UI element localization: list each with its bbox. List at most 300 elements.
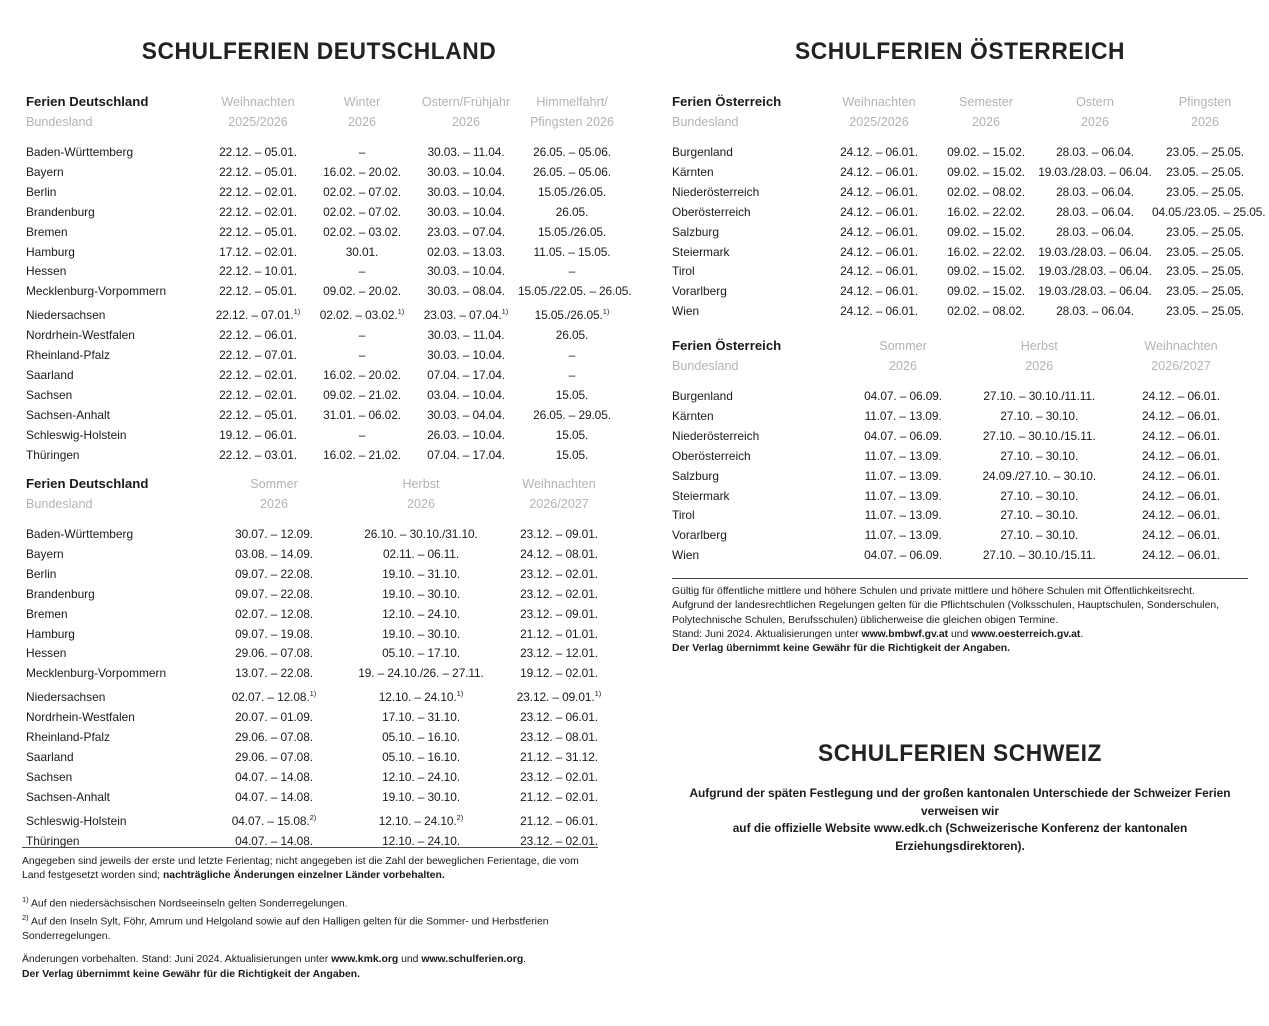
cell-dates-1: 11.07. – 13.09. — [864, 408, 942, 423]
notes-germany-intro — [22, 855, 600, 884]
table-row — [26, 708, 618, 728]
cell-dates-1: 29.06. – 07.08. — [235, 730, 313, 745]
cell-state-name: Bremen — [26, 224, 68, 239]
table-row — [26, 203, 626, 223]
cell-dates-2: 05.10. – 17.10. — [382, 646, 460, 661]
cell-dates-2: 09.02. – 15.02. — [947, 224, 1025, 239]
cell-dates-3: 23.12. – 02.01. — [520, 566, 598, 581]
cell-dates-4: 15.05. — [555, 387, 589, 402]
table-row — [26, 143, 626, 163]
notes-austria-line1: Gültig für öffentliche mittlere und höhere Schulen und private mittlere und höhere Schulen mit Öffentlichkeitsrecht. — [672, 586, 1195, 597]
table-row — [26, 366, 626, 386]
cell-state-name: Schleswig-Holstein — [26, 813, 127, 828]
cell-state-name: Niederösterreich — [672, 184, 760, 199]
cell-dates-4: – — [568, 348, 576, 363]
footnote-marker: 1) — [456, 689, 464, 699]
cell-dates-4: 15.05./26.05.$^{1)}$ — [534, 307, 610, 323]
table-row — [672, 163, 1258, 183]
cell-dates-1: 22.12. – 07.01.$^{1)}$ — [215, 307, 301, 323]
cell-dates-3: 24.12. – 08.01. — [520, 546, 598, 561]
cell-dates-3: 23.12. – 02.01. — [520, 769, 598, 784]
cell-dates-2: 02.02. – 03.02. — [323, 224, 401, 239]
table-header-row-primary — [26, 474, 618, 494]
cell-dates-1: 24.12. – 06.01. — [840, 284, 918, 299]
cell-dates-2: 30.01. — [345, 244, 379, 259]
cell-state-name: Sachsen — [26, 769, 73, 784]
table-spacer-row — [26, 132, 626, 143]
switzerland-note — [672, 785, 1248, 855]
cell-dates-1: 22.12. – 07.01. — [219, 348, 297, 363]
notes-intro-text: Angegeben sind jeweils der erste und letzte Ferientag; nicht angegeben ist die Zahl der beweglichen Ferientage, die vom Land festgesetzt worden sind; — [22, 856, 579, 882]
cell-dates-3: 24.12. – 06.01. — [1142, 389, 1220, 403]
column-header-state-title: Ferien Deutschland — [26, 476, 149, 491]
cell-dates-3: 07.04. – 17.04. — [427, 447, 505, 462]
cell-state-name: Vorarlberg — [672, 284, 727, 299]
cell-dates-1: 04.07. – 06.09. — [864, 428, 942, 443]
cell-dates-3: 28.03. – 06.04. — [1056, 304, 1134, 319]
cell-dates-2: – — [358, 145, 366, 159]
austria-title-wrap — [672, 38, 1248, 66]
column-header-name-3: Ostern — [1076, 95, 1114, 109]
cell-dates-2: 16.02. – 21.02. — [323, 447, 401, 462]
table-row — [26, 525, 618, 545]
cell-dates-2: 16.02. – 20.02. — [323, 367, 401, 382]
table-row — [26, 426, 626, 446]
cell-dates-4: 26.05. — [555, 328, 589, 343]
footnote-marker: 2) — [309, 812, 317, 822]
table-row — [672, 183, 1258, 203]
cell-dates-3: 30.03. – 08.04. — [427, 284, 505, 299]
table-row — [26, 163, 626, 183]
cell-state-name: Brandenburg — [26, 204, 95, 219]
column-header-state-title: Ferien Österreich — [672, 94, 782, 109]
column-header-name-4: Pfingsten — [1178, 95, 1232, 109]
divider-germany-notes — [22, 847, 598, 848]
cell-dates-4: 23.05. – 25.05. — [1166, 145, 1244, 159]
cell-state-name: Brandenburg — [26, 586, 95, 601]
switzerland-title-wrap — [672, 740, 1248, 768]
switzerland-note-line2: auf die offizielle Website www.edk.ch (Schweizerische Konferenz der kantonalen Erziehungsdirektoren). — [732, 821, 1188, 853]
cell-dates-4: – — [568, 367, 576, 382]
spacer-cell — [672, 376, 1248, 387]
cell-state-name: Bayern — [26, 546, 64, 561]
column-header-year-1: 2025/2026 — [228, 115, 288, 129]
footnote-marker: 1) — [594, 689, 602, 699]
cell-dates-2: 19. – 24.10./26. – 27.11. — [358, 666, 484, 681]
table-austria-summer — [672, 336, 1248, 566]
cell-state-name: Niedersachsen — [26, 690, 106, 705]
link-oesterreich[interactable]: www.oesterreich.gv.at — [971, 628, 1081, 640]
column-header-name-2: Semester — [959, 95, 1013, 109]
cell-dates-2: 09.02. – 15.02. — [947, 284, 1025, 299]
cell-state-name: Nordrhein-Westfalen — [26, 710, 135, 725]
notes-germany-stand — [22, 953, 600, 967]
cell-dates-3: 21.12. – 01.01. — [520, 626, 598, 641]
spacer-cell — [672, 132, 1258, 143]
cell-state-name: Thüringen — [26, 447, 80, 462]
page-title-switzerland: SCHULFERIEN SCHWEIZ — [817, 740, 1103, 767]
table-row — [26, 728, 618, 748]
notes-austria-line2: Aufgrund der landesrechtlichen Regelungen gelten für die Pflichtschulen (Volksschulen, Hauptschulen, Sonderschulen, Polytechnische Schulen, Berufsschulen) üblicherweise die gleichen obigen Termine. — [672, 600, 1220, 626]
cell-state-name: Salzburg — [672, 468, 719, 483]
disclaimer-text: Der Verlag übernimmt keine Gewähr für die Richtigkeit der Angaben. — [22, 968, 360, 980]
table-header-row-primary — [26, 92, 626, 112]
cell-dates-2: 09.02. – 20.02. — [323, 284, 401, 299]
footnote-marker: 2) — [456, 812, 464, 822]
column-header-year-2: 2026 — [347, 115, 377, 129]
cell-dates-2: 19.10. – 30.10. — [382, 586, 460, 601]
cell-dates-4: 11.05. – 15.05. — [533, 244, 611, 259]
cell-dates-4: 26.05. — [555, 204, 589, 219]
cell-dates-3: 24.12. – 06.01. — [1142, 508, 1220, 523]
table-row — [672, 447, 1248, 467]
cell-dates-3: 19.12. – 02.01. — [520, 666, 598, 681]
cell-state-name: Burgenland — [672, 389, 733, 403]
cell-dates-1: 22.12. – 02.01. — [219, 367, 297, 382]
cell-dates-2: 27.10. – 30.10./11.11. — [983, 389, 1096, 403]
cell-dates-1: 24.12. – 06.01. — [840, 304, 918, 319]
column-header-state-sub: Bundesland — [672, 359, 739, 373]
disclaimer-text: Der Verlag übernimmt keine Gewähr für die Richtigkeit der Angaben. — [672, 643, 1010, 655]
link-kmk[interactable]: www.kmk.org — [331, 954, 399, 966]
page-title-austria: SCHULFERIEN ÖSTERREICH — [794, 38, 1126, 65]
spacer — [22, 944, 600, 953]
column-header-year-4: 2026 — [1190, 115, 1220, 129]
cell-dates-3: 23.12. – 08.01. — [520, 730, 598, 745]
table-row — [26, 788, 618, 808]
cell-dates-3: 23.12. – 02.01. — [520, 833, 598, 848]
cell-dates-2: 17.10. – 31.10. — [382, 710, 460, 725]
column-header-state-sub: Bundesland — [26, 497, 93, 511]
table-body — [26, 132, 632, 465]
cell-state-name: Mecklenburg-Vorpommern — [26, 666, 167, 681]
cell-dates-1: 04.07. – 06.09. — [864, 389, 942, 403]
cell-state-name: Steiermark — [672, 488, 730, 503]
cell-dates-4: 15.05./26.05. — [537, 184, 607, 199]
notes-germany — [22, 855, 600, 982]
cell-dates-1: 24.12. – 06.01. — [840, 264, 918, 279]
footnote-marker: 1) — [501, 307, 509, 317]
table-austria-summer-wrap — [672, 336, 1248, 566]
cell-dates-2: 09.02. – 15.02. — [947, 145, 1025, 159]
cell-dates-2: 02.02. – 07.02. — [323, 204, 401, 219]
cell-dates-1: 09.07. – 19.08. — [235, 626, 313, 641]
column-header-state-sub: Bundesland — [26, 115, 93, 129]
cell-dates-3: 23.12. – 12.01. — [520, 646, 598, 661]
cell-dates-1: 04.07. – 14.08. — [235, 789, 313, 804]
table-header-row-secondary — [26, 494, 618, 514]
table-row — [26, 346, 626, 366]
cell-dates-4: 26.05. – 29.05. — [533, 407, 611, 422]
cell-dates-1: 22.12. – 02.01. — [219, 204, 297, 219]
table-germany-summer — [26, 474, 618, 851]
cell-state-name: Steiermark — [672, 244, 730, 259]
cell-dates-3: 24.12. – 06.01. — [1142, 488, 1220, 503]
cell-dates-2: 05.10. – 16.10. — [382, 749, 460, 764]
table-row — [672, 243, 1258, 263]
cell-state-name: Berlin — [26, 566, 57, 581]
cell-state-name: Hamburg — [26, 626, 75, 641]
table-row — [26, 183, 626, 203]
cell-state-name: Rheinland-Pfalz — [26, 730, 110, 745]
table-row — [26, 326, 626, 346]
column-header-year-3: 2026 — [451, 115, 481, 129]
table-row — [26, 748, 618, 768]
cell-dates-2: – — [358, 264, 366, 279]
cell-dates-3: 21.12. – 06.01. — [520, 813, 598, 828]
cell-state-name: Niedersachsen — [26, 308, 106, 323]
cell-state-name: Kärnten — [672, 164, 714, 179]
notes-austria-disclaimer — [672, 642, 1252, 656]
notes-austria — [672, 585, 1252, 656]
column-header-state-title: Ferien Österreich — [672, 338, 782, 353]
cell-state-name: Hamburg — [26, 244, 75, 259]
cell-dates-1: 22.12. – 02.01. — [219, 387, 297, 402]
cell-dates-1: 11.07. – 13.09. — [864, 528, 942, 543]
table-row — [672, 487, 1248, 507]
column-header-state-sub: Bundesland — [672, 115, 739, 129]
stand-text-2: und — [398, 954, 422, 966]
cell-dates-3: 24.12. – 06.01. — [1142, 408, 1220, 423]
column-header-name-2: Herbst — [402, 477, 440, 491]
stand-text-3: . — [1080, 628, 1084, 640]
cell-dates-2: 12.10. – 24.10.$^{1)}$ — [378, 689, 464, 705]
cell-state-name: Schleswig-Holstein — [26, 427, 127, 442]
cell-dates-2: 05.10. – 16.10. — [382, 730, 460, 745]
cell-dates-2: 26.10. – 30.10./31.10. — [364, 527, 478, 541]
cell-dates-2: 09.02. – 15.02. — [947, 264, 1025, 279]
cell-dates-1: 20.07. – 01.09. — [235, 710, 313, 725]
cell-state-name: Hessen — [26, 646, 67, 661]
table-row — [26, 664, 618, 684]
table-row — [672, 302, 1258, 322]
cell-dates-3: 30.03. – 10.04. — [427, 184, 505, 199]
table-germany-summer-wrap — [26, 474, 606, 851]
cell-dates-1: 02.07. – 12.08.$^{1)}$ — [231, 689, 317, 705]
table-row — [672, 526, 1248, 546]
column-header-year-2: 2026 — [406, 497, 436, 511]
table-row — [26, 644, 618, 664]
column-header-name-2: Herbst — [1020, 339, 1058, 353]
column-header-name-1: Sommer — [879, 339, 927, 353]
cell-dates-2: 27.10. – 30.10./15.11. — [982, 548, 1096, 563]
table-row — [26, 768, 618, 788]
cell-state-name: Thüringen — [26, 833, 80, 848]
cell-dates-4: 23.05. – 25.05. — [1166, 184, 1244, 199]
notes-austria-stand — [672, 628, 1252, 642]
cell-state-name: Sachsen-Anhalt — [26, 407, 110, 422]
table-row — [672, 467, 1248, 487]
cell-dates-4: – — [568, 264, 576, 279]
cell-dates-1: 04.07. – 14.08. — [235, 769, 313, 784]
cell-dates-1: 22.12. – 06.01. — [219, 328, 297, 343]
table-row — [672, 546, 1248, 566]
cell-dates-2: – — [358, 328, 366, 343]
cell-dates-1: 22.12. – 05.01. — [219, 145, 297, 159]
cell-dates-3: 02.03. – 13.03. — [427, 244, 505, 259]
cell-dates-3: 28.03. – 06.04. — [1056, 224, 1134, 239]
cell-dates-2: 27.10. – 30.10. — [1000, 448, 1079, 463]
footnote-marker: 1) — [309, 689, 317, 699]
table-header-row-secondary — [26, 112, 626, 132]
cell-dates-2: 02.02. – 03.02.$^{1)}$ — [319, 307, 405, 323]
cell-state-name: Mecklenburg-Vorpommern — [26, 284, 167, 299]
footnote-marker: 1) — [397, 307, 405, 317]
table-body — [672, 132, 1266, 322]
cell-dates-3: 23.12. – 09.01. — [520, 606, 598, 621]
cell-dates-3: 28.03. – 06.04. — [1056, 145, 1134, 159]
cell-dates-1: 03.08. – 14.09. — [235, 546, 313, 561]
table-row — [672, 262, 1258, 282]
table-row — [672, 223, 1258, 243]
cell-dates-2: 02.02. – 07.02. — [323, 184, 401, 199]
cell-dates-2: 27.10. – 30.10./15.11. — [982, 428, 1096, 443]
cell-dates-3: 24.12. – 06.01. — [1142, 548, 1220, 563]
table-row — [26, 585, 618, 605]
cell-dates-2: 12.10. – 24.10. — [382, 833, 460, 848]
table-row — [26, 262, 626, 282]
column-header-year-3: 2026/2027 — [1151, 359, 1211, 373]
cell-dates-1: 29.06. – 07.08. — [235, 646, 313, 661]
cell-dates-4: 23.05. – 25.05. — [1166, 244, 1244, 259]
cell-dates-1: 04.07. – 15.08.$^{2)}$ — [231, 812, 317, 828]
table-row — [26, 446, 626, 466]
table-row — [26, 386, 626, 406]
table-row — [26, 545, 618, 565]
cell-dates-3: 28.03. – 06.04. — [1056, 184, 1134, 199]
cell-dates-4: 23.05. – 25.05. — [1166, 164, 1244, 179]
cell-dates-3: 19.03./28.03. – 06.04. — [1038, 264, 1152, 279]
cell-dates-2: 19.10. – 30.10. — [382, 789, 460, 804]
footnote-marker: 1) — [293, 307, 301, 317]
cell-dates-3: 24.12. – 06.01. — [1142, 448, 1220, 463]
table-row — [672, 143, 1258, 163]
table-head — [672, 92, 1258, 132]
cell-state-name: Saarland — [26, 749, 74, 764]
cell-state-name: Tirol — [672, 264, 695, 279]
cell-state-name: Tirol — [672, 508, 695, 523]
column-header-name-3: Weihnachten — [1144, 339, 1218, 353]
cell-dates-1: 29.06. – 07.08. — [235, 749, 313, 764]
cell-dates-4: 26.05. – 05.06. — [533, 164, 611, 179]
table-body — [26, 514, 618, 851]
table-germany-winter — [26, 92, 632, 465]
germany-title-wrap — [26, 38, 612, 66]
cell-dates-2: 02.11. – 06.11. — [382, 546, 460, 561]
cell-state-name: Nordrhein-Westfalen — [26, 328, 135, 343]
cell-dates-1: 09.07. – 22.08. — [235, 566, 313, 581]
stand-text-1: Änderungen vorbehalten. Stand: Juni 2024. Aktualisierungen unter — [22, 954, 332, 966]
spacer — [22, 884, 600, 893]
page-title-germany: SCHULFERIEN DEUTSCHLAND — [141, 38, 497, 65]
column-header-name-1: Weihnachten — [221, 95, 295, 109]
cell-dates-1: 22.12. – 05.01. — [219, 407, 297, 422]
cell-dates-2: 16.02. – 22.02. — [947, 244, 1025, 259]
table-row — [26, 223, 626, 243]
cell-state-name: Oberösterreich — [672, 448, 751, 463]
cell-dates-2: 12.10. – 24.10. — [382, 606, 460, 621]
table-row — [26, 282, 626, 302]
cell-dates-2: 19.10. – 30.10. — [382, 626, 460, 641]
cell-dates-2: 16.02. – 22.02. — [947, 204, 1025, 219]
link-schulferien[interactable]: www.schulferien.org — [421, 954, 524, 966]
cell-dates-1: 24.12. – 06.01. — [840, 204, 918, 219]
table-header-row-secondary — [672, 356, 1248, 376]
cell-dates-1: 11.07. – 13.09. — [864, 468, 942, 483]
cell-dates-2: 27.10. – 30.10. — [1000, 488, 1079, 503]
cell-dates-4: 23.05. – 25.05. — [1166, 264, 1244, 279]
cell-dates-2: 02.02. – 08.02. — [947, 304, 1025, 319]
cell-dates-1: 11.07. – 13.09. — [864, 448, 942, 463]
cell-dates-1: 04.07. – 14.08. — [235, 833, 313, 848]
cell-state-name: Sachsen-Anhalt — [26, 789, 110, 804]
cell-dates-1: 22.12. – 02.01. — [219, 184, 297, 199]
cell-dates-4: 15.05./22.05. – 26.05. — [518, 284, 632, 299]
cell-dates-1: 24.12. – 06.01. — [840, 184, 918, 199]
cell-dates-4: 15.05./26.05. — [537, 224, 607, 239]
cell-state-name: Saarland — [26, 367, 74, 382]
cell-dates-3: 28.03. – 06.04. — [1056, 204, 1134, 219]
column-header-name-2: Winter — [343, 95, 381, 109]
cell-dates-3: 21.12. – 02.01. — [520, 789, 598, 804]
table-body — [672, 376, 1248, 566]
cell-state-name: Niederösterreich — [672, 428, 760, 443]
table-row — [26, 565, 618, 585]
table-spacer-row — [26, 514, 618, 525]
table-header-row-primary — [672, 336, 1248, 356]
cell-state-name: Bremen — [26, 606, 68, 621]
cell-dates-3: 03.04. – 10.04. — [427, 387, 505, 402]
footnote-marker: 1) — [602, 307, 610, 317]
cell-dates-2: 09.02. – 15.02. — [947, 164, 1025, 179]
cell-dates-3: 30.03. – 10.04. — [427, 264, 505, 279]
table-row — [26, 605, 618, 625]
cell-dates-2: 12.10. – 24.10.$^{2)}$ — [378, 812, 464, 828]
cell-dates-1: 02.07. – 12.08. — [235, 606, 313, 621]
column-header-year-4: Pfingsten 2026 — [529, 115, 615, 129]
switzerland-note-line1: Aufgrund der späten Festlegung und der großen kantonalen Unterschiede der Schweizer Ferien verweisen wir — [689, 786, 1231, 818]
table-row — [672, 407, 1248, 427]
cell-dates-2: 27.10. – 30.10. — [1000, 408, 1079, 423]
cell-dates-3: 23.12. – 09.01. — [520, 527, 598, 541]
footnote-1-marker: 1) — [22, 894, 29, 904]
table-spacer-row — [672, 132, 1258, 143]
cell-dates-1: 04.07. – 06.09. — [864, 548, 942, 563]
table-austria-winter — [672, 92, 1266, 322]
cell-dates-4: 23.05. – 25.05. — [1166, 284, 1244, 299]
cell-dates-2: – — [358, 427, 366, 442]
cell-dates-3: 23.12. – 02.01. — [520, 586, 598, 601]
cell-dates-1: 30.07. – 12.09. — [235, 527, 313, 541]
cell-dates-2: 09.02. – 21.02. — [323, 387, 401, 402]
cell-dates-4: 23.05. – 25.05. — [1166, 224, 1244, 239]
link-bmbwf[interactable]: www.bmbwf.gv.at — [861, 628, 949, 640]
cell-dates-1: 22.12. – 10.01. — [219, 264, 297, 279]
table-row — [672, 387, 1248, 407]
cell-dates-3: 30.03. – 11.04. — [427, 145, 505, 159]
table-row — [26, 832, 618, 852]
cell-dates-1: 11.07. – 13.09. — [864, 508, 942, 523]
cell-dates-4: 04.05./23.05. – 25.05. — [1152, 204, 1266, 219]
footnote-1-text: Auf den niedersächsischen Nordseeinseln gelten Sonderregelungen. — [31, 898, 348, 910]
column-header-year-1: 2025/2026 — [849, 115, 909, 129]
cell-state-name: Hessen — [26, 264, 67, 279]
cell-dates-1: 17.12. – 02.01. — [219, 244, 297, 259]
table-head — [672, 336, 1248, 376]
cell-dates-2: 19.10. – 31.10. — [382, 566, 460, 581]
column-header-year-3: 2026 — [1080, 115, 1110, 129]
cell-state-name: Berlin — [26, 184, 57, 199]
